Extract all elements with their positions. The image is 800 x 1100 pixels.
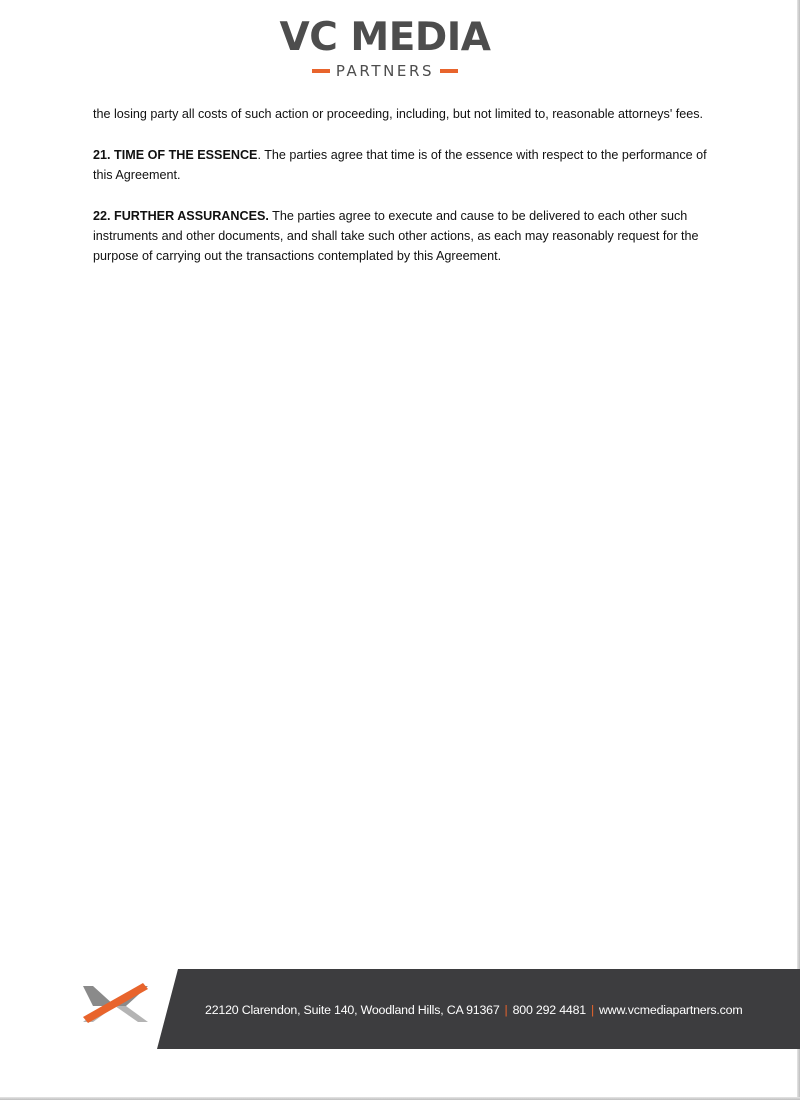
paragraph-continuation	[93, 104, 718, 124]
paragraph-text: . The parties agree that time is of the essence with respect to the performance of this Agreement.	[93, 148, 707, 182]
footer-website-link[interactable]: www.vcmediapartners.com	[599, 1003, 743, 1017]
logo-main-text: VC MEDIA	[279, 15, 491, 60]
footer-separator: |	[504, 1003, 508, 1017]
footer-contact	[205, 1000, 742, 1020]
logo-sub-row	[270, 62, 500, 80]
paragraph-title: 21. TIME OF THE ESSENCE	[93, 148, 258, 162]
vc-monogram-icon	[83, 983, 148, 1023]
paragraph-text: the losing party all costs of such action or proceeding, including, but not limited to, reasonable attorneys' fees.	[93, 107, 704, 121]
paragraph-further-assurances	[93, 206, 718, 266]
footer-address: 22120 Clarendon, Suite 140, Woodland Hills, CA 91367	[205, 1003, 500, 1017]
paragraph-time-of-essence	[93, 145, 718, 185]
logo-sub-text: PARTNERS	[335, 62, 435, 80]
paragraph-text: The parties agree to execute and cause to be delivered to each other such instruments and other documents, and shall take such other actions, as each may reasonably request for the purpose of carrying out the transactions contemplated by this Agreement.	[93, 209, 699, 263]
logo-dash-left	[312, 69, 330, 73]
logo-dash-right	[440, 69, 458, 73]
header-logo	[270, 16, 500, 80]
footer-phone[interactable]: 800 292 4481	[512, 1003, 586, 1017]
paragraph-title: 22. FURTHER ASSURANCES.	[93, 209, 269, 223]
document-body	[93, 104, 718, 287]
footer-separator: |	[590, 1003, 594, 1017]
